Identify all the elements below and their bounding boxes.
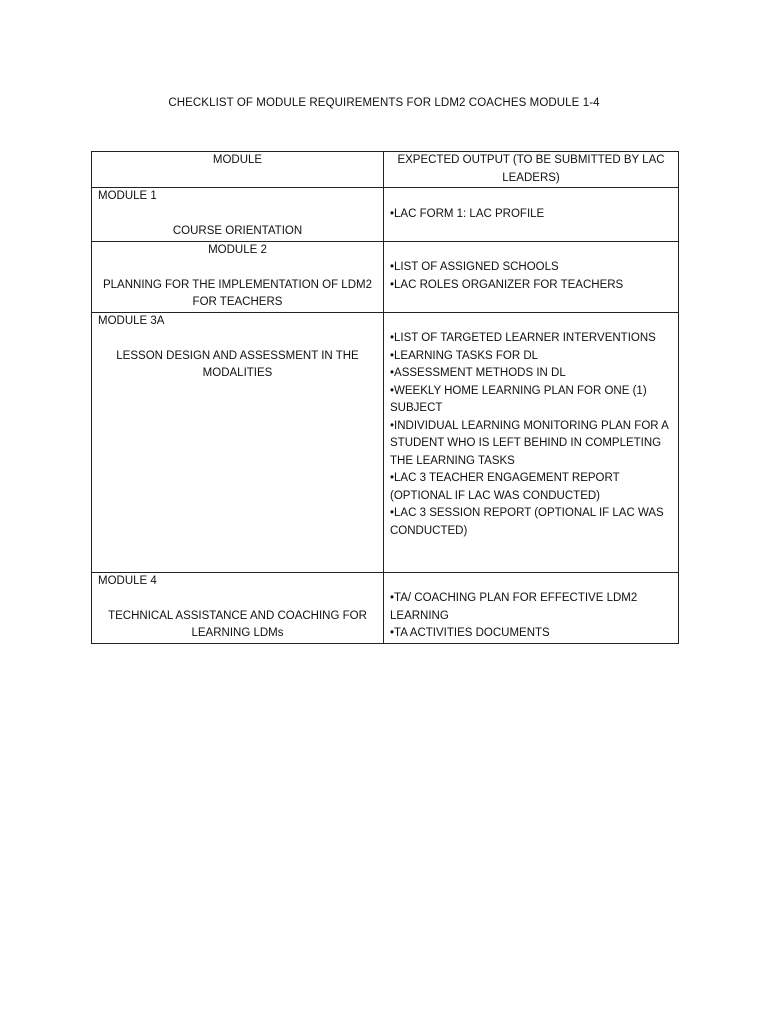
list-item xyxy=(390,348,672,366)
list-item xyxy=(390,365,672,383)
bullet: • xyxy=(390,278,395,291)
module-name: TECHNICAL ASSISTANCE AND COACHING FOR LEARNING LDMs xyxy=(108,609,367,639)
output-list xyxy=(390,259,672,294)
output-list xyxy=(390,206,672,224)
module-cell xyxy=(92,312,384,572)
list-item xyxy=(390,259,672,277)
output-text: TA/ COACHING PLAN FOR EFFECTIVE LDM2 LEARNING xyxy=(390,592,638,622)
module-cell xyxy=(92,188,384,242)
table-header-row xyxy=(92,152,679,188)
output-text: ASSESSMENT METHODS IN DL xyxy=(394,367,566,379)
checklist-table xyxy=(91,151,679,644)
output-cell xyxy=(384,312,679,572)
header-expected-output: EXPECTED OUTPUT (TO BE SUBMITTED BY LAC LEADERS) xyxy=(384,152,679,188)
bullet: • xyxy=(390,367,395,379)
output-text: LAC 3 SESSION REPORT (OPTIONAL IF LAC WAS CONDUCTED) xyxy=(390,507,664,537)
table-row xyxy=(92,188,679,242)
bullet: • xyxy=(390,349,395,362)
table-row xyxy=(92,312,679,572)
bullet: • xyxy=(390,419,395,432)
list-item xyxy=(390,505,672,540)
header-module: MODULE xyxy=(92,152,384,188)
document-title: CHECKLIST OF MODULE REQUIREMENTS FOR LDM2 COACHES MODULE 1-4 xyxy=(168,97,600,109)
output-cell xyxy=(384,572,679,643)
list-item xyxy=(390,625,672,643)
module-name: PLANNING FOR THE IMPLEMENTATION OF LDM2 FOR TEACHERS xyxy=(102,278,372,308)
module-id: MODULE 4 xyxy=(98,574,157,587)
module-cell xyxy=(92,241,384,312)
output-text: LAC FORM 1: LAC PROFILE xyxy=(394,207,545,220)
output-text: TA ACTIVITIES DOCUMENTS xyxy=(394,627,550,639)
output-list xyxy=(390,330,672,540)
output-text: WEEKLY HOME LEARNING PLAN FOR ONE (1) SUBJECT xyxy=(390,384,647,414)
output-text: LIST OF ASSIGNED SCHOOLS xyxy=(394,261,559,273)
output-cell xyxy=(384,241,679,312)
module-cell xyxy=(92,572,384,643)
module-id: MODULE 2 xyxy=(208,243,267,256)
module-id: MODULE 3A xyxy=(98,314,165,327)
module-name: LESSON DESIGN AND ASSESSMENT IN THE MODALITIES xyxy=(116,349,359,379)
list-item xyxy=(390,330,672,348)
output-cell xyxy=(384,188,679,242)
table-row xyxy=(92,572,679,643)
bullet: • xyxy=(390,472,395,484)
module-id: MODULE 1 xyxy=(98,190,157,202)
output-text: LIST OF TARGETED LEARNER INTERVENTIONS xyxy=(394,332,656,344)
bullet: • xyxy=(390,627,395,639)
list-item xyxy=(390,418,672,471)
bullet: • xyxy=(390,261,395,273)
list-item xyxy=(390,590,672,625)
bullet: • xyxy=(390,507,395,519)
bullet: • xyxy=(390,332,395,344)
output-text: INDIVIDUAL LEARNING MONITORING PLAN FOR A STUDENT WHO IS LEFT BEHIND IN COMPLETING THE LEARNING TASKS xyxy=(390,419,669,467)
list-item xyxy=(390,470,672,505)
bullet: • xyxy=(390,207,395,220)
output-list xyxy=(390,590,672,643)
bullet: • xyxy=(390,592,395,604)
module-name: COURSE ORIENTATION xyxy=(172,225,303,237)
list-item xyxy=(390,383,672,418)
list-item xyxy=(390,206,672,224)
bullet: • xyxy=(390,384,395,397)
output-text: LAC ROLES ORGANIZER FOR TEACHERS xyxy=(394,278,624,291)
table-row xyxy=(92,241,679,312)
output-text: LEARNING TASKS FOR DL xyxy=(394,349,539,362)
output-text: LAC 3 TEACHER ENGAGEMENT REPORT (OPTIONAL IF LAC WAS CONDUCTED) xyxy=(390,472,620,502)
list-item xyxy=(390,277,672,295)
